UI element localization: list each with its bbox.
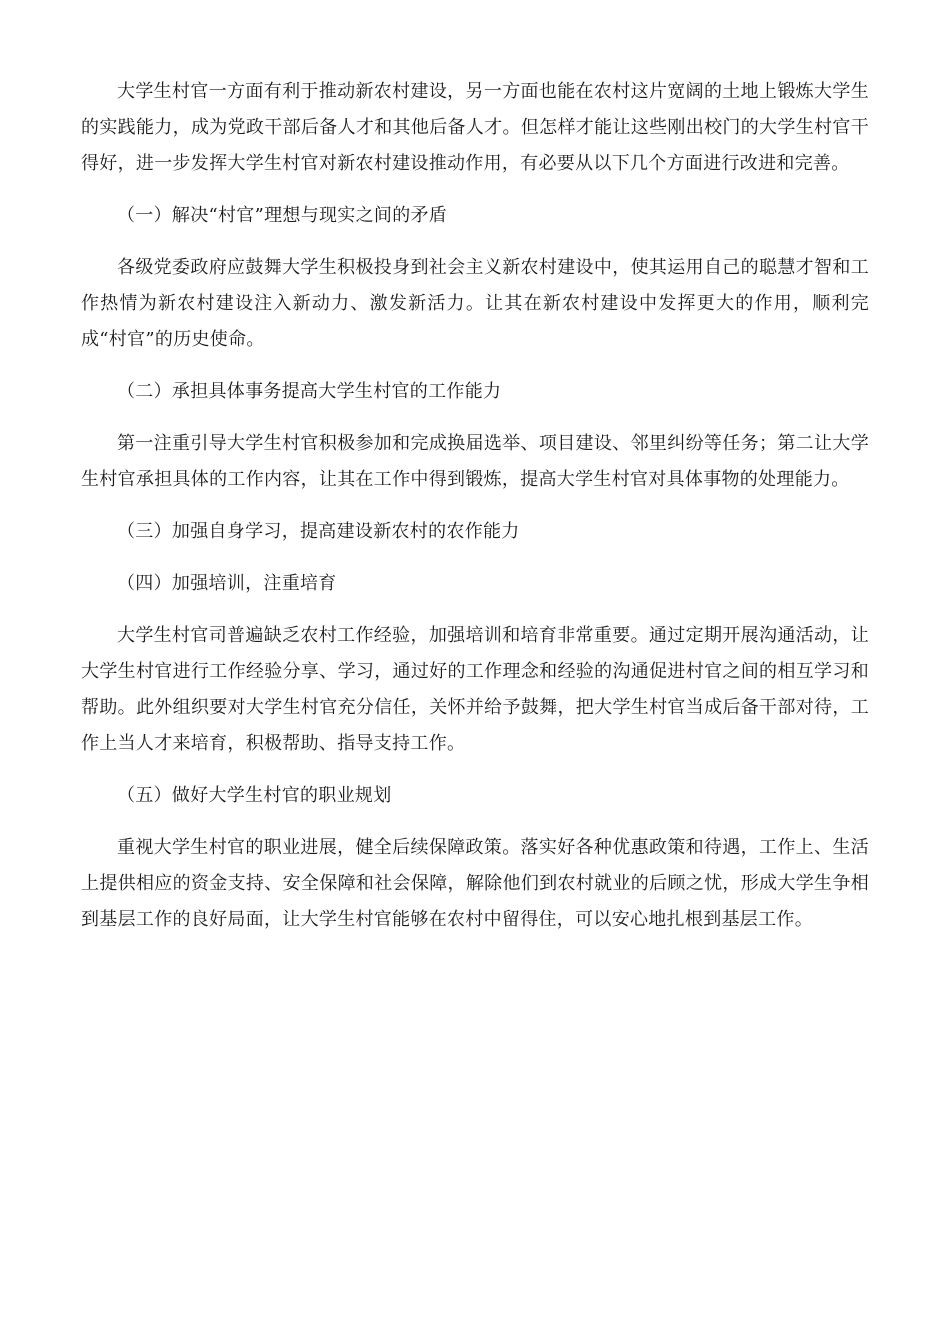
paragraph-section-1: 各级党委政府应鼓舞大学生积极投身到社会主义新农村建设中，使其运用自己的聪慧才智和工作热情为新农村建设注入新动力、激发新活力。让其在新农村建设中发挥更大的作用，顺利完成“村官”的历史使命。 <box>81 257 869 350</box>
document-body <box>81 74 869 954</box>
section-heading-3: （三）加强自身学习，提高建设新农村的农作能力 <box>117 521 520 542</box>
section-heading-2: （二）承担具体事务提高大学生村官的工作能力 <box>117 381 502 402</box>
section-heading-5: （五）做好大学生村官的职业规划 <box>117 785 392 806</box>
paragraph-section-2: 第一注重引导大学生村官积极参加和完成换届选举、项目建设、邻里纠纷等任务；第二让大学生村官承担具体的工作内容，让其在工作中得到锻炼，提高大学生村官对具体事物的处理能力。 <box>81 433 869 490</box>
paragraph-section-4: 大学生村官司普遍缺乏农村工作经验，加强培训和培育非常重要。通过定期开展沟通活动，让大学生村官进行工作经验分享、学习，通过好的工作理念和经验的沟通促进村官之间的相互学习和帮助。此外组织要对大学生村官充分信任，关怀并给予鼓舞，把大学生村官当成后备干部对待，工作上当人才来培育，积极帮助、指导支持工作。 <box>81 625 869 754</box>
section-heading-4: （四）加强培训，注重培育 <box>117 573 337 594</box>
paragraph-intro: 大学生村官一方面有利于推动新农村建设，另一方面也能在农村这片宽阔的土地上锻炼大学生的实践能力，成为党政干部后备人才和其他后备人才。但怎样才能让这些刚出校门的大学生村官干得好，进一步发挥大学生村官对新农村建设推动作用，有必要从以下几个方面进行改进和完善。 <box>81 81 869 174</box>
paragraph-section-5: 重视大学生村官的职业进展，健全后续保障政策。落实好各种优惠政策和待遇，工作上、生活上提供相应的资金支持、安全保障和社会保障，解除他们到农村就业的后顾之忧，形成大学生争相到基层工作的良好局面，让大学生村官能够在农村中留得住，可以安心地扎根到基层工作。 <box>81 837 869 930</box>
section-heading-1: （一）解决“村官”理想与现实之间的矛盾 <box>117 205 448 226</box>
